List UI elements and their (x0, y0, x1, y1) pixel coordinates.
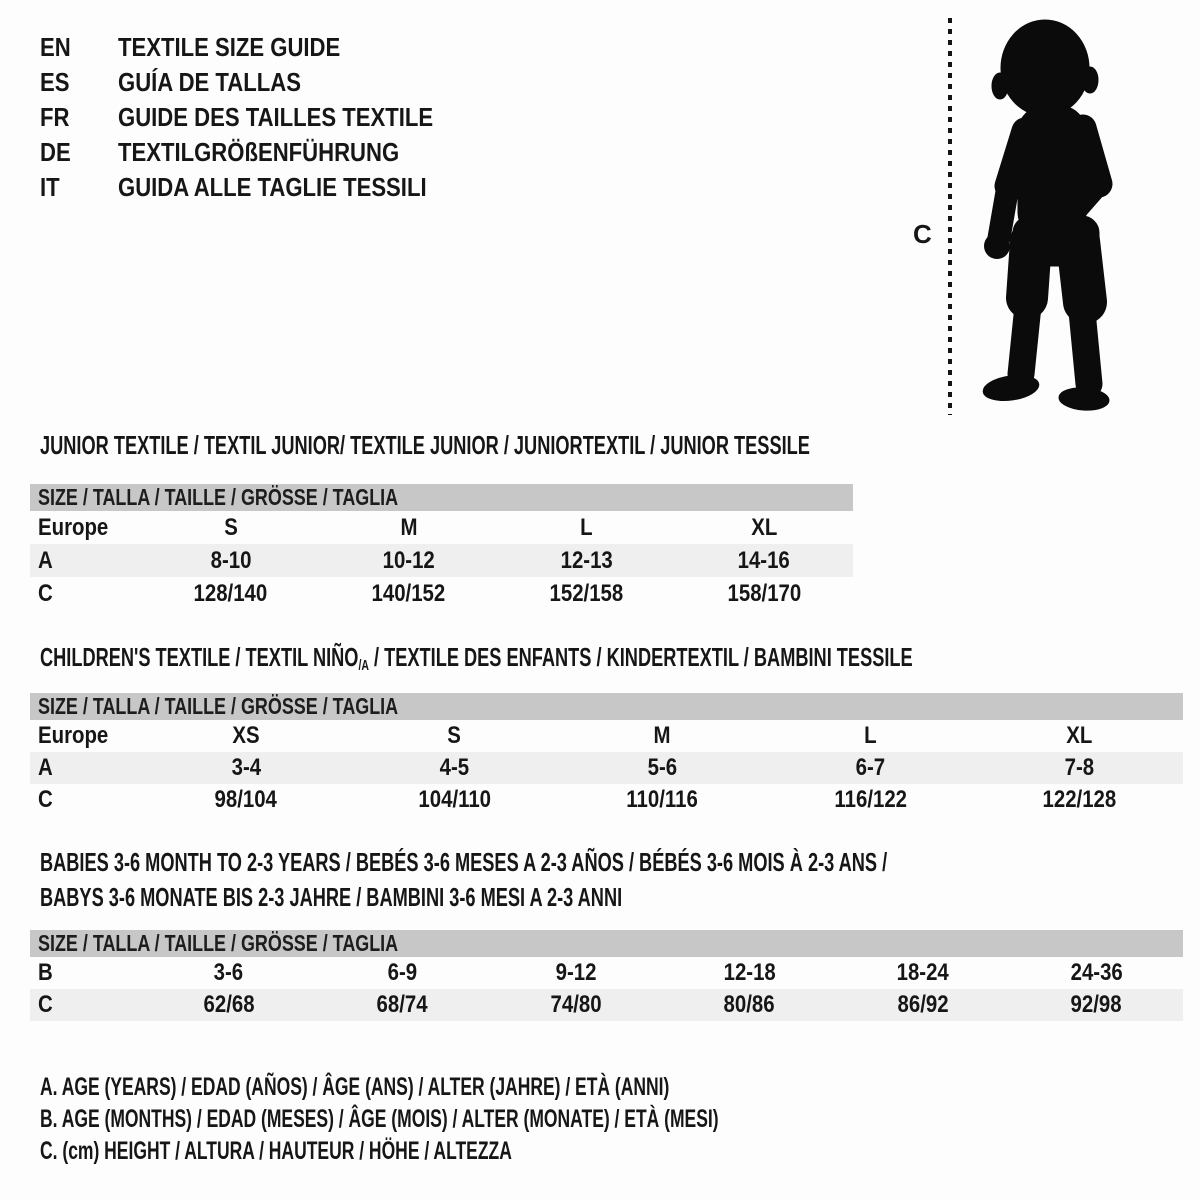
size-column: M (400, 513, 418, 541)
size-column: S (447, 722, 462, 749)
table-row-months (30, 957, 1183, 989)
language-code: FR (40, 102, 70, 132)
table-cell: 7-8 (1064, 754, 1094, 781)
table-cell: 128/140 (193, 579, 268, 607)
legend-line-c: C. (cm) HEIGHT / ALTURA / HAUTEUR / HÖHE / ALTEZZA (40, 1136, 512, 1165)
size-column: XL (751, 513, 778, 541)
table-cell: 116/122 (834, 786, 907, 813)
table-cell: 86/92 (897, 991, 949, 1018)
language-row-it (40, 170, 489, 205)
size-column: XL (1065, 722, 1092, 749)
row-label: A (38, 754, 53, 781)
table-cell: 62/68 (203, 991, 255, 1018)
table-row-europe (30, 720, 1183, 752)
table-cell: 74/80 (550, 991, 602, 1018)
row-label: C (38, 579, 53, 607)
language-code: ES (40, 67, 70, 97)
table-cell: 12-13 (560, 546, 613, 574)
language-row-de (40, 135, 489, 170)
language-row-fr (40, 100, 489, 135)
size-header-bar: SIZE / TALLA / TAILLE / GRÖSSE / TAGLIA (30, 930, 1183, 957)
table-cell: 92/98 (1070, 991, 1122, 1018)
row-label: Europe (38, 722, 109, 749)
table-row-europe (30, 511, 853, 544)
size-column: S (224, 513, 238, 541)
table-cell: 9-12 (555, 959, 597, 986)
row-label: Europe (38, 513, 109, 541)
dashed-measure-line-icon (948, 18, 952, 415)
language-row-es (40, 65, 489, 100)
table-cell: 24-36 (1070, 959, 1123, 986)
table-cell: 6-7 (855, 754, 886, 781)
language-label: TEXTILGRÖßENFÜHRUNG (118, 137, 400, 167)
language-header (40, 30, 489, 205)
row-label: C (38, 786, 53, 813)
table-cell: 158/170 (727, 579, 801, 607)
junior-table (30, 484, 853, 610)
table-cell: 10-12 (382, 546, 435, 574)
table-cell: 68/74 (376, 991, 428, 1018)
table-cell: 8-10 (210, 546, 252, 574)
language-label: GUIDA ALLE TAGLIE TESSILI (118, 172, 427, 202)
language-code: EN (40, 32, 71, 62)
table-row-age (30, 752, 1183, 784)
table-cell: 122/128 (1042, 786, 1116, 813)
babies-table (30, 930, 1183, 1021)
table-row-height (30, 784, 1183, 816)
language-label: TEXTILE SIZE GUIDE (118, 32, 341, 62)
table-cell: 80/86 (723, 991, 775, 1018)
language-label: GUÍA DE TALLAS (118, 67, 301, 97)
table-row-height (30, 989, 1183, 1021)
table-cell: 12-18 (723, 959, 776, 986)
language-row-en (40, 30, 489, 65)
table-cell: 5-6 (647, 754, 678, 781)
children-section-title: CHILDREN'S TEXTILE / TEXTIL NIÑO/A / TEXTILE DES ENFANTS / KINDERTEXTIL / BAMBINI TESSILE (40, 642, 913, 674)
size-column: M (653, 722, 671, 749)
children-table (30, 693, 1183, 816)
legend-line-a: A. AGE (YEARS) / EDAD (AÑOS) / ÂGE (ANS) / ALTER (JAHRE) / ETÀ (ANNI) (40, 1072, 670, 1101)
height-measure-label: C (913, 219, 932, 249)
language-code: DE (40, 137, 71, 167)
language-code: IT (40, 172, 60, 202)
legend-line-b: B. AGE (MONTHS) / EDAD (MESES) / ÂGE (MOIS) / ALTER (MONATE) / ETÀ (MESI) (40, 1104, 719, 1133)
toddler-silhouette-icon (963, 16, 1140, 415)
nino-a-subscript: /A (358, 657, 369, 674)
table-cell: 4-5 (439, 754, 470, 781)
size-column: L (864, 722, 877, 749)
table-cell: 110/116 (626, 786, 699, 813)
table-cell: 14-16 (738, 546, 791, 574)
table-cell: 6-9 (387, 959, 417, 986)
language-label: GUIDE DES TAILLES TEXTILE (118, 102, 434, 132)
table-cell: 104/110 (417, 786, 491, 813)
size-header-bar: SIZE / TALLA / TAILLE / GRÖSSE / TAGLIA (30, 484, 853, 511)
legend (40, 1071, 1009, 1167)
size-column: L (580, 513, 593, 541)
babies-section-title: BABIES 3-6 MONTH TO 2-3 YEARS / BEBÉS 3-6 MESES A 2-3 AÑOS / BÉBÉS 3-6 MOIS À 2-3 ANS / BABYS 3-6 MONATE BIS 2-3 JAHRE / BAMBINI 3-6 MESI A 2-3 ANNI (40, 847, 888, 912)
junior-section-title: JUNIOR TEXTILE / TEXTIL JUNIOR/ TEXTILE JUNIOR / JUNIORTEXTIL / JUNIOR TESSILE (40, 430, 810, 460)
table-cell: 3-4 (231, 754, 261, 781)
table-cell: 98/104 (214, 786, 278, 813)
row-label: A (38, 546, 53, 574)
table-cell: 140/152 (371, 579, 446, 607)
table-cell: 152/158 (549, 579, 624, 607)
table-cell: 18-24 (896, 959, 949, 986)
size-column: XS (232, 722, 260, 749)
row-label: B (38, 959, 53, 986)
size-header-bar: SIZE / TALLA / TAILLE / GRÖSSE / TAGLIA (30, 693, 1183, 720)
row-label: C (38, 991, 53, 1018)
table-cell: 3-6 (214, 959, 244, 986)
table-row-age (30, 544, 853, 577)
table-row-height (30, 577, 853, 610)
